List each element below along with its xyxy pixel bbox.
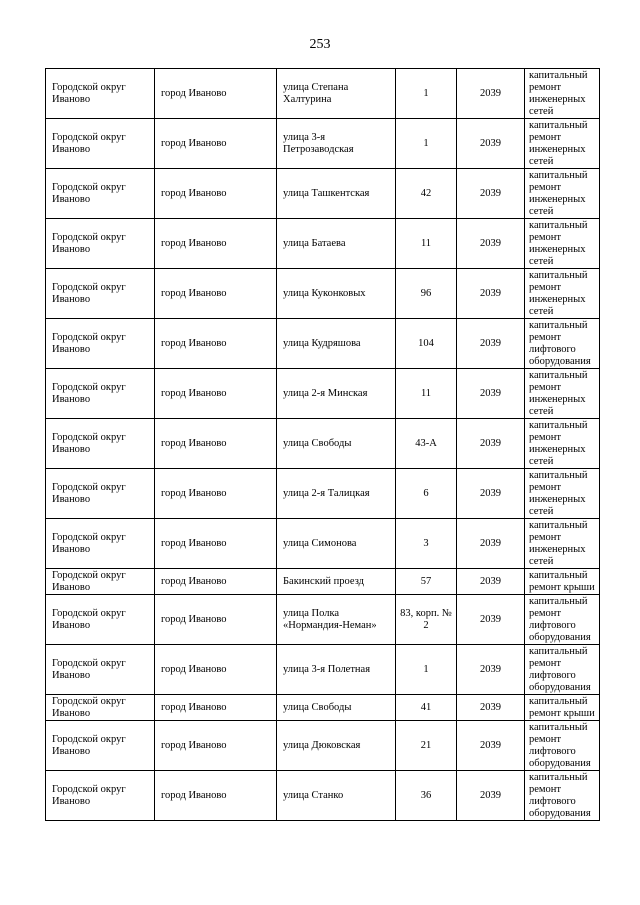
house-number-cell: 1 bbox=[396, 119, 457, 169]
year-cell: 2039 bbox=[457, 269, 525, 319]
city-cell: город Иваново bbox=[155, 269, 277, 319]
year-cell: 2039 bbox=[457, 69, 525, 119]
year-cell: 2039 bbox=[457, 469, 525, 519]
table-row bbox=[46, 771, 600, 821]
house-number-cell: 1 bbox=[396, 645, 457, 695]
work-type-cell: капитальный ремонт инженерных сетей bbox=[525, 519, 600, 569]
city-cell: город Иваново bbox=[155, 595, 277, 645]
table-row bbox=[46, 469, 600, 519]
city-cell: город Иваново bbox=[155, 419, 277, 469]
table-row bbox=[46, 645, 600, 695]
work-type-cell: капитальный ремонт крыши bbox=[525, 569, 600, 595]
year-cell: 2039 bbox=[457, 569, 525, 595]
house-number-cell: 11 bbox=[396, 219, 457, 269]
okrug-cell: Городской округ Иваново bbox=[46, 519, 155, 569]
street-cell: улица 2-я Талицкая bbox=[277, 469, 396, 519]
house-number-cell: 42 bbox=[396, 169, 457, 219]
street-cell: улица Батаева bbox=[277, 219, 396, 269]
year-cell: 2039 bbox=[457, 169, 525, 219]
okrug-cell: Городской округ Иваново bbox=[46, 569, 155, 595]
city-cell: город Иваново bbox=[155, 319, 277, 369]
okrug-cell: Городской округ Иваново bbox=[46, 645, 155, 695]
work-type-cell: капитальный ремонт лифтового оборудования bbox=[525, 645, 600, 695]
work-type-cell: капитальный ремонт инженерных сетей bbox=[525, 169, 600, 219]
city-cell: город Иваново bbox=[155, 645, 277, 695]
street-cell: улица Свободы bbox=[277, 695, 396, 721]
year-cell: 2039 bbox=[457, 119, 525, 169]
year-cell: 2039 bbox=[457, 519, 525, 569]
city-cell: город Иваново bbox=[155, 771, 277, 821]
table-row bbox=[46, 219, 600, 269]
city-cell: город Иваново bbox=[155, 695, 277, 721]
work-type-cell: капитальный ремонт крыши bbox=[525, 695, 600, 721]
year-cell: 2039 bbox=[457, 771, 525, 821]
work-type-cell: капитальный ремонт лифтового оборудования bbox=[525, 771, 600, 821]
city-cell: город Иваново bbox=[155, 519, 277, 569]
house-number-cell: 3 bbox=[396, 519, 457, 569]
table-row bbox=[46, 369, 600, 419]
city-cell: город Иваново bbox=[155, 219, 277, 269]
house-number-cell: 43-А bbox=[396, 419, 457, 469]
house-number-cell: 96 bbox=[396, 269, 457, 319]
work-type-cell: капитальный ремонт лифтового оборудования bbox=[525, 721, 600, 771]
page-number: 253 bbox=[309, 37, 331, 52]
year-cell: 2039 bbox=[457, 721, 525, 771]
okrug-cell: Городской округ Иваново bbox=[46, 419, 155, 469]
work-type-cell: капитальный ремонт инженерных сетей bbox=[525, 219, 600, 269]
work-type-cell: капитальный ремонт инженерных сетей bbox=[525, 69, 600, 119]
year-cell: 2039 bbox=[457, 319, 525, 369]
table-row bbox=[46, 519, 600, 569]
city-cell: город Иваново bbox=[155, 469, 277, 519]
street-cell: улица Степана Халтурина bbox=[277, 69, 396, 119]
house-number-cell: 21 bbox=[396, 721, 457, 771]
city-cell: город Иваново bbox=[155, 721, 277, 771]
street-cell: улица Кудряшова bbox=[277, 319, 396, 369]
okrug-cell: Городской округ Иваново bbox=[46, 595, 155, 645]
okrug-cell: Городской округ Иваново bbox=[46, 369, 155, 419]
city-cell: город Иваново bbox=[155, 569, 277, 595]
house-number-cell: 6 bbox=[396, 469, 457, 519]
house-number-cell: 41 bbox=[396, 695, 457, 721]
street-cell: улица Станко bbox=[277, 771, 396, 821]
street-cell: улица Полка «Нормандия-Неман» bbox=[277, 595, 396, 645]
table-row bbox=[46, 69, 600, 119]
house-number-cell: 11 bbox=[396, 369, 457, 419]
year-cell: 2039 bbox=[457, 419, 525, 469]
year-cell: 2039 bbox=[457, 595, 525, 645]
okrug-cell: Городской округ Иваново bbox=[46, 695, 155, 721]
table-row bbox=[46, 419, 600, 469]
work-type-cell: капитальный ремонт инженерных сетей bbox=[525, 119, 600, 169]
year-cell: 2039 bbox=[457, 369, 525, 419]
street-cell: улица 3-я Полетная bbox=[277, 645, 396, 695]
work-type-cell: капитальный ремонт инженерных сетей bbox=[525, 269, 600, 319]
okrug-cell: Городской округ Иваново bbox=[46, 721, 155, 771]
house-number-cell: 83, корп. № 2 bbox=[396, 595, 457, 645]
year-cell: 2039 bbox=[457, 695, 525, 721]
table-row bbox=[46, 595, 600, 645]
table-row bbox=[46, 169, 600, 219]
work-type-cell: капитальный ремонт лифтового оборудования bbox=[525, 595, 600, 645]
table-row bbox=[46, 269, 600, 319]
work-type-cell: капитальный ремонт инженерных сетей bbox=[525, 419, 600, 469]
table-row bbox=[46, 695, 600, 721]
city-cell: город Иваново bbox=[155, 119, 277, 169]
work-type-cell: капитальный ремонт инженерных сетей bbox=[525, 469, 600, 519]
okrug-cell: Городской округ Иваново bbox=[46, 219, 155, 269]
table-row bbox=[46, 119, 600, 169]
okrug-cell: Городской округ Иваново bbox=[46, 771, 155, 821]
city-cell: город Иваново bbox=[155, 369, 277, 419]
street-cell: улица Дюковская bbox=[277, 721, 396, 771]
okrug-cell: Городской округ Иваново bbox=[46, 469, 155, 519]
okrug-cell: Городской округ Иваново bbox=[46, 119, 155, 169]
street-cell: улица Куконковых bbox=[277, 269, 396, 319]
city-cell: город Иваново bbox=[155, 169, 277, 219]
table-row bbox=[46, 721, 600, 771]
street-cell: улица Свободы bbox=[277, 419, 396, 469]
work-type-cell: капитальный ремонт инженерных сетей bbox=[525, 369, 600, 419]
work-type-cell: капитальный ремонт лифтового оборудования bbox=[525, 319, 600, 369]
okrug-cell: Городской округ Иваново bbox=[46, 269, 155, 319]
year-cell: 2039 bbox=[457, 219, 525, 269]
okrug-cell: Городской округ Иваново bbox=[46, 169, 155, 219]
street-cell: Бакинский проезд bbox=[277, 569, 396, 595]
street-cell: улица 3-я Петрозаводская bbox=[277, 119, 396, 169]
street-cell: улица 2-я Минская bbox=[277, 369, 396, 419]
table-row bbox=[46, 569, 600, 595]
street-cell: улица Симонова bbox=[277, 519, 396, 569]
registry-table bbox=[45, 68, 600, 821]
table-row bbox=[46, 319, 600, 369]
registry-table-body bbox=[46, 69, 600, 821]
city-cell: город Иваново bbox=[155, 69, 277, 119]
street-cell: улица Ташкентская bbox=[277, 169, 396, 219]
okrug-cell: Городской округ Иваново bbox=[46, 69, 155, 119]
house-number-cell: 1 bbox=[396, 69, 457, 119]
house-number-cell: 57 bbox=[396, 569, 457, 595]
year-cell: 2039 bbox=[457, 645, 525, 695]
okrug-cell: Городской округ Иваново bbox=[46, 319, 155, 369]
house-number-cell: 36 bbox=[396, 771, 457, 821]
house-number-cell: 104 bbox=[396, 319, 457, 369]
